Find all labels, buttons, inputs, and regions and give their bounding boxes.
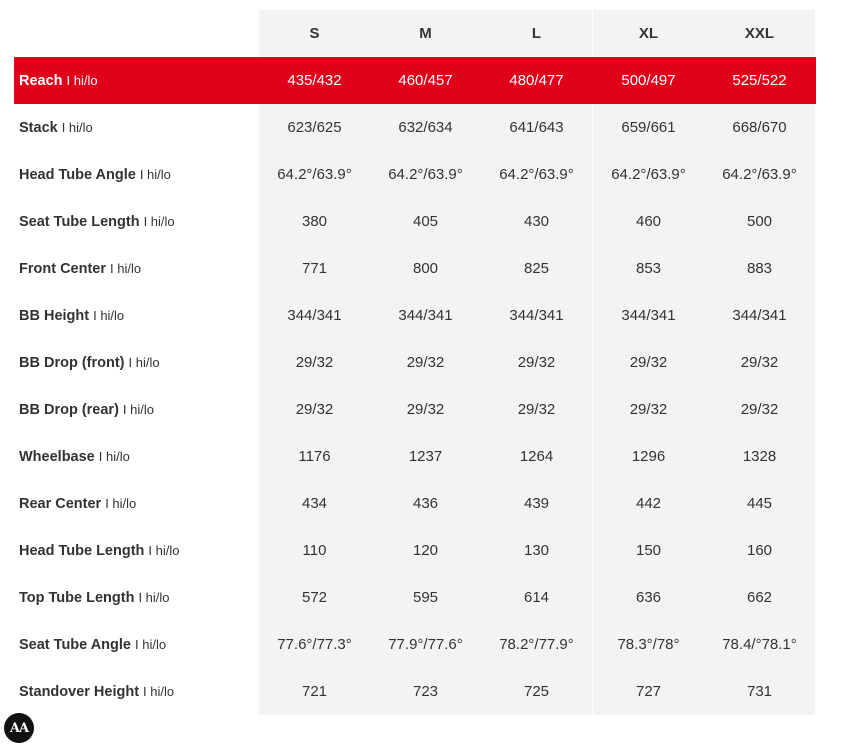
table-cell: 29/32 [517, 354, 556, 371]
row-label [19, 480, 136, 527]
table-cell: 29/32 [629, 401, 668, 418]
table-cell: 1264 [519, 448, 554, 465]
table-cell: 460/457 [398, 72, 453, 89]
row-label-name: BB Drop (front) [19, 354, 125, 371]
row-label-unit: I hi/lo [143, 214, 175, 229]
table-cell: 641/643 [509, 119, 564, 136]
table-cell: 721 [301, 683, 328, 700]
row-label [19, 151, 171, 198]
table-cell: 662 [746, 589, 773, 606]
table-cell: 436 [412, 495, 439, 512]
row-label-name: BB Drop (rear) [19, 401, 119, 418]
table-cell: 480/477 [509, 72, 564, 89]
table-cell: 64.2°/63.9° [722, 166, 797, 183]
table-cell: 344/341 [621, 307, 676, 324]
table-cell: 150 [635, 542, 662, 559]
table-cell: 500 [746, 213, 773, 230]
table-row [14, 433, 816, 480]
row-label-unit: I hi/lo [128, 355, 160, 370]
size-header-xxl: XXL [744, 25, 775, 42]
table-cell: 1176 [298, 448, 331, 465]
row-label [19, 198, 175, 245]
table-cell: 380 [301, 213, 328, 230]
row-label-name: Rear Center [19, 495, 102, 512]
row-label-name: Standover Height [19, 683, 140, 700]
table-row [14, 480, 816, 527]
table-cell: 800 [412, 260, 439, 277]
table-cell: 130 [523, 542, 550, 559]
table-cell: 120 [412, 542, 439, 559]
table-cell: 78.4/°78.1° [722, 636, 797, 653]
table-cell: 29/32 [517, 401, 556, 418]
table-row [14, 527, 816, 574]
table-cell: 727 [635, 683, 662, 700]
row-label [19, 433, 130, 480]
row-label-name: Reach [19, 72, 63, 89]
row-label-unit: I hi/lo [66, 73, 98, 88]
row-label-name: Head Tube Angle [19, 166, 136, 183]
row-label-unit: I hi/lo [93, 308, 125, 323]
size-header-s: S [309, 25, 320, 42]
row-label [19, 292, 124, 339]
table-row [14, 386, 816, 433]
table-cell: 344/341 [287, 307, 342, 324]
table-cell: 344/341 [398, 307, 453, 324]
row-label-unit: I hi/lo [135, 637, 167, 652]
row-label-unit: I hi/lo [98, 449, 130, 464]
table-cell: 344/341 [509, 307, 564, 324]
table-row [14, 245, 816, 292]
table-cell: 771 [301, 260, 328, 277]
table-cell: 78.3°/78° [617, 636, 680, 653]
table-cell: 29/32 [629, 354, 668, 371]
row-label [19, 621, 166, 668]
table-cell: 442 [635, 495, 662, 512]
table-cell: 731 [746, 683, 773, 700]
row-label-unit: I hi/lo [138, 590, 170, 605]
table-cell: 29/32 [740, 401, 779, 418]
table-cell: 29/32 [740, 354, 779, 371]
table-cell: 460 [635, 213, 662, 230]
table-cell: 1296 [631, 448, 666, 465]
row-label-name: Head Tube Length [19, 542, 145, 559]
row-label-name: Wheelbase [19, 448, 95, 465]
table-row [14, 668, 816, 715]
table-row [14, 104, 816, 151]
table-cell: 29/32 [295, 354, 334, 371]
row-label [19, 339, 160, 386]
row-label [19, 527, 179, 574]
table-cell: 668/670 [732, 119, 787, 136]
table-cell: 659/661 [621, 119, 676, 136]
row-label-unit: I hi/lo [139, 167, 171, 182]
accessibility-icon-label: AA [9, 720, 29, 736]
table-cell: 825 [523, 260, 550, 277]
table-row [14, 151, 816, 198]
row-label-name: BB Height [19, 307, 90, 324]
table-row [14, 198, 816, 245]
size-header-l: L [531, 25, 542, 42]
row-label [19, 668, 174, 715]
table-cell: 883 [746, 260, 773, 277]
table-cell: 623/625 [287, 119, 342, 136]
table-cell: 500/497 [621, 72, 676, 89]
table-cell: 595 [412, 589, 439, 606]
accessibility-text-size-icon[interactable] [4, 713, 34, 743]
table-row [14, 621, 816, 668]
table-cell: 77.6°/77.3° [277, 636, 352, 653]
table-cell: 636 [635, 589, 662, 606]
table-cell: 525/522 [732, 72, 787, 89]
row-label-name: Front Center [19, 260, 106, 277]
row-label-name: Seat Tube Length [19, 213, 140, 230]
table-cell: 430 [523, 213, 550, 230]
table-cell: 723 [412, 683, 439, 700]
row-label-unit: I hi/lo [122, 402, 154, 417]
row-label [19, 104, 93, 151]
table-cell: 64.2°/63.9° [499, 166, 574, 183]
table-cell: 614 [523, 589, 550, 606]
table-cell: 445 [746, 495, 773, 512]
table-cell: 64.2°/63.9° [611, 166, 686, 183]
table-cell: 853 [635, 260, 662, 277]
table-row [14, 57, 816, 104]
row-label [19, 57, 98, 104]
table-cell: 572 [301, 589, 328, 606]
table-cell: 405 [412, 213, 439, 230]
table-cell: 1328 [742, 448, 777, 465]
table-cell: 64.2°/63.9° [388, 166, 463, 183]
row-label [19, 386, 154, 433]
size-header-xl: XL [638, 25, 659, 42]
size-header-m: M [419, 25, 432, 42]
table-cell: 77.9°/77.6° [388, 636, 463, 653]
row-label [19, 245, 141, 292]
table-cell: 110 [302, 542, 327, 559]
row-label-name: Top Tube Length [19, 589, 135, 606]
row-label-unit: I hi/lo [61, 120, 93, 135]
table-cell: 632/634 [398, 119, 453, 136]
table-cell: 78.2°/77.9° [499, 636, 574, 653]
table-cell: 29/32 [406, 354, 445, 371]
row-label [19, 574, 170, 621]
table-row [14, 292, 816, 339]
table-cell: 1237 [408, 448, 443, 465]
row-label-name: Stack [19, 119, 58, 136]
table-cell: 29/32 [295, 401, 334, 418]
row-label-unit: I hi/lo [143, 684, 175, 699]
table-row [14, 339, 816, 386]
row-label-unit: I hi/lo [148, 543, 180, 558]
row-label-name: Seat Tube Angle [19, 636, 131, 653]
table-row [14, 574, 816, 621]
table-cell: 160 [746, 542, 773, 559]
table-cell: 64.2°/63.9° [277, 166, 352, 183]
table-cell: 725 [523, 683, 550, 700]
table-cell: 434 [301, 495, 328, 512]
row-label-unit: I hi/lo [105, 496, 137, 511]
table-cell: 439 [523, 495, 550, 512]
table-cell: 29/32 [406, 401, 445, 418]
table-cell: 344/341 [732, 307, 787, 324]
row-label-unit: I hi/lo [110, 261, 142, 276]
table-cell: 435/432 [287, 72, 342, 89]
